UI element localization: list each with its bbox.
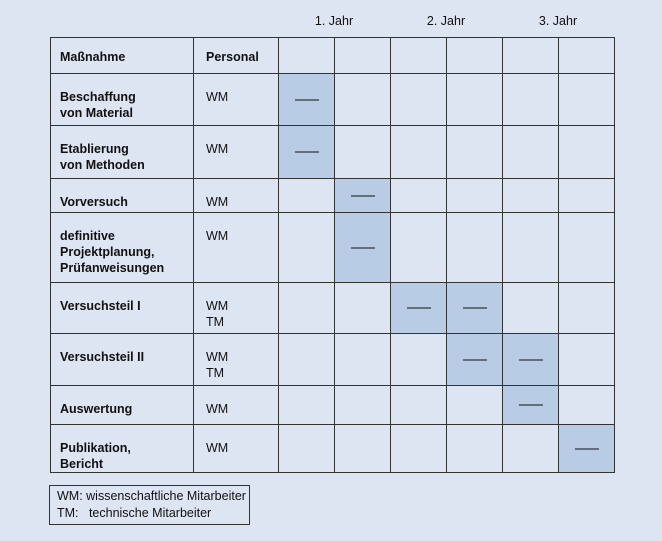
quarter-cell (447, 74, 503, 126)
task-personal: WM (194, 74, 279, 126)
quarter-cell (559, 283, 615, 334)
quarter-cell (391, 425, 447, 473)
duration-dash (519, 359, 543, 360)
quarter-cell (503, 425, 559, 473)
quarter-cell (559, 179, 615, 213)
duration-dash (463, 308, 487, 309)
quarter-cell (559, 386, 615, 425)
quarter-cell (279, 425, 335, 473)
duration-dash (575, 448, 599, 449)
quarter-cell (335, 74, 391, 126)
quarter-cell (335, 126, 391, 179)
task-personal: WM (194, 425, 279, 473)
task-personal: WM TM (194, 283, 279, 334)
active-quarter-cell (447, 283, 503, 334)
task-measure: Etablierung von Methoden (51, 126, 194, 179)
task-personal: WM (194, 213, 279, 283)
active-quarter-cell (447, 334, 503, 386)
quarter-cell (279, 334, 335, 386)
task-row (51, 179, 615, 213)
quarter-cell (335, 334, 391, 386)
duration-dash (463, 359, 487, 360)
task-measure: Auswertung (51, 386, 194, 425)
quarter-cell (559, 213, 615, 283)
header-quarter-cell (503, 38, 559, 74)
active-quarter-cell (503, 386, 559, 425)
quarter-cell (391, 179, 447, 213)
duration-dash (351, 195, 375, 196)
quarter-cell (559, 74, 615, 126)
quarter-cell (391, 213, 447, 283)
task-personal: WM TM (194, 334, 279, 386)
header-personal: Personal (194, 38, 279, 74)
task-row (51, 386, 615, 425)
quarter-cell (447, 425, 503, 473)
quarter-cell (503, 179, 559, 213)
task-row (51, 334, 615, 386)
task-personal: WM (194, 386, 279, 425)
duration-dash (519, 405, 543, 406)
task-measure: Versuchsteil I (51, 283, 194, 334)
quarter-cell (503, 126, 559, 179)
task-measure: Publikation, Bericht (51, 425, 194, 473)
legend-tm: TM: technische Mitarbeiter (57, 506, 212, 520)
task-measure: Beschaffung von Material (51, 74, 194, 126)
task-personal: WM (194, 126, 279, 179)
duration-dash (351, 247, 375, 248)
year-label-3: 3. Jahr (538, 14, 578, 28)
quarter-cell (503, 283, 559, 334)
active-quarter-cell (559, 425, 615, 473)
year-label-1: 1. Jahr (314, 14, 354, 28)
task-personal: WM (194, 179, 279, 213)
task-row (51, 425, 615, 473)
quarter-cell (279, 386, 335, 425)
active-quarter-cell (335, 213, 391, 283)
quarter-cell (391, 334, 447, 386)
quarter-cell (559, 334, 615, 386)
quarter-cell (503, 74, 559, 126)
header-quarter-cell (279, 38, 335, 74)
duration-dash (407, 308, 431, 309)
quarter-cell (447, 179, 503, 213)
quarter-cell (447, 213, 503, 283)
year-label-2: 2. Jahr (426, 14, 466, 28)
active-quarter-cell (335, 179, 391, 213)
task-row (51, 283, 615, 334)
active-quarter-cell (279, 126, 335, 179)
quarter-cell (335, 386, 391, 425)
quarter-cell (391, 74, 447, 126)
project-schedule-table (50, 37, 615, 473)
header-measure: Maßnahme (51, 38, 194, 74)
legend-wm: WM: wissenschaftliche Mitarbeiter (57, 489, 246, 503)
task-row (51, 126, 615, 179)
quarter-cell (279, 179, 335, 213)
quarter-cell (335, 425, 391, 473)
quarter-cell (391, 126, 447, 179)
quarter-cell (391, 386, 447, 425)
active-quarter-cell (391, 283, 447, 334)
header-quarter-cell (391, 38, 447, 74)
task-row (51, 213, 615, 283)
task-row (51, 74, 615, 126)
header-quarter-cell (559, 38, 615, 74)
header-quarter-cell (447, 38, 503, 74)
active-quarter-cell (279, 74, 335, 126)
quarter-cell (503, 213, 559, 283)
task-measure: Versuchsteil II (51, 334, 194, 386)
header-quarter-cell (335, 38, 391, 74)
quarter-cell (279, 283, 335, 334)
quarter-cell (279, 213, 335, 283)
duration-dash (295, 99, 319, 100)
duration-dash (295, 152, 319, 153)
header-row (51, 38, 615, 74)
quarter-cell (447, 386, 503, 425)
task-measure: definitive Projektplanung, Prüfanweisungen (51, 213, 194, 283)
legend-box (49, 485, 250, 525)
task-measure: Vorversuch (51, 179, 194, 213)
active-quarter-cell (503, 334, 559, 386)
quarter-cell (559, 126, 615, 179)
quarter-cell (447, 126, 503, 179)
quarter-cell (335, 283, 391, 334)
